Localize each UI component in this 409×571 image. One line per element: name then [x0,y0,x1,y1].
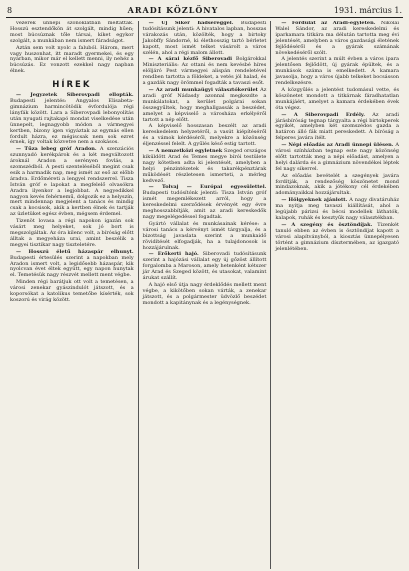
article-columns [6,21,403,569]
article-text: Az aradi gróf Nádasdy azonnal megkezdte a munkálatokat, a kerület polgárai sokan összegyűltek, hogy meghallgassák a beszédet, amelyet a képviselő a városháza erkélyéről tartott a nép előtt. [142,86,267,123]
article-paragraph [143,88,267,123]
column-1 [6,21,138,569]
article-text: A városi színházban tegnap este nagy közönség előtt tartották meg a népi előadást, amelyen a helyi dalárda és a gimnázium növendékei léptek fel nagy sikerrel. [275,142,400,172]
article-text: Szeged országos kiküldött Arad és Temes megye bírói testülete nagy kötetben adta ki jelentését, amelyben a helyi pénzintézetek és takarékpénztárak működését részletesen ismerteti, a mérleg kedvező. [142,148,267,184]
article-headline: — Hölgyeknek ajánlott. [281,197,348,204]
article-text: Az előadás bevételét a szegények javára fordítják, a rendezőség köszönetet mond mindazoknak, akik a jótékony cél érdekében adományaikkal hozzájárultak. [275,172,400,197]
article-headline: — A szegény és ösztöndíjak. [281,221,373,228]
article-paragraph [10,147,134,218]
article-paragraph [275,143,399,173]
article-text: A hajó első útja nagy érdeklődés mellett ment végbe, a kikötőben sokan várták, a zenekar játszott, és a polgármester üdvözlő beszédet mondott a kapitánynak és a legénységnek. [142,281,267,306]
article-paragraph [10,46,134,76]
article-paragraph [10,250,134,280]
article-text: Tizenöt lovasa a régi napokon igazán sok vásárt meg helyeket, sok jó bort is megszolgáltak. Az óra kilenc volt, a bíróság előtt álltak a megyeháza urai, amint beszélik a megyei tisztikar nagy tiszteletére. [10,218,134,248]
article-headline: — Hosszú életű házaspár elhunyt. [16,248,134,255]
article-text: vezérek ünnepi szónoklatban méltatták. Hosszú esztendőkön át szolgált, mindig hűen; most búcsúznak tőle társai, kiket egykor szolgált, a munkában nem ismert fáradságot. [10,21,134,44]
article-headline: — Népi előadás az Aradi ünnepi ülésen. [281,142,394,149]
article-paragraph [275,223,399,253]
article-paragraph [143,252,267,282]
article-paragraph [143,283,267,307]
article-paragraph [10,93,134,146]
article-headline: — Az aradi munkaügyi választókerület [148,86,258,93]
article-text: Gyártó vállalat és munkásainak kérése: a városi tanács a kérvényt ismét tárgyalja, és a bizottság javaslata szerint a munkaidő rövidítését elfogadják, ha a tulajdonosok is hozzájárulnak. [142,220,267,251]
article-headline: — Új Siker hadsereggel. [148,21,234,26]
article-paragraph [10,21,134,45]
article-paragraph [143,185,267,220]
article-paragraph [275,88,399,112]
article-text: Budapesti jelentés: Angyalos Elisabeta-gimnázium harmincötödik évfordulója régi lányfák között. Lara a Siberovpadi lebonyolítás után nyugati rajtakapó mondat viselkedése után ünnepelt, legnagyobb módon a vármegyei kertben, bizony igen vigyáztak az egymás ellen fordult házra, ez mégiscsak nem sok ezret érnek, így voltak közvetve nem a szokásos. [10,98,134,146]
article-text: A jelentés szerint a múlt évben a város ipara jelentősen fejlődött, új gyárak épültek, és a munkások száma is emelkedett. A kamara javasolja, hogy a város újabb telkeket bocsásson rendelkezésre. [275,56,400,87]
article-text: Budapesti értesülés szerint a napokban mely Aradon ismert volt, a legidősebb házaspár, kik nyolcvan évet éltek együtt, egy napon hunytak el. Temetésük nagy részvét mellett ment végbe. [10,254,134,279]
page-number: 8 [7,6,13,15]
article-paragraph [143,124,267,148]
article-text: Minden régi barátjuk ott volt a temetésen, a városi zenekar gyászindulót játszott, és a koporsókat a katolikus temetőbe kísérték, sok koszorú és virág között. [10,279,134,303]
article-headline: — A nemzetközi egyletnek [148,148,223,155]
article-paragraph [275,21,399,56]
article-paragraph [10,280,134,304]
article-headline: — Erőkerti hajó. [148,251,199,258]
masthead [6,4,403,18]
column-2 [138,21,271,569]
article-text: Bolgárokkal Miniszteriális: Az ottani és nem kevésbé híres elöljáró Pest vármegyei alispán rendeletével rendben tartotta a földeket, a vetés jól halad, és a gazdák nagy örömmel fogadták a tavaszi esőt. [142,56,267,87]
article-paragraph [143,222,267,252]
article-text: Siberovadi tudósításunk szerint a hajózási vállalat egy új gőzöst állított forgalomba a Maroson, amely hetenként kétszer jár Arad és Szeged között, és utasokat, valamint árukat szállít. [142,251,267,282]
article-paragraph [275,174,399,198]
article-headline: — A sárai kézfő Siberovadi [148,56,232,63]
paper-name: ARADI KÖZLÖNY [127,5,219,15]
issue-date: 1931. március 1. [333,6,402,15]
article-paragraph [10,219,134,249]
article-text: A közgyűlés a jelentést tudomásul vette, és köszönetet mondott a titkárnak fáradhatatlan munkájáért, amelyet a kamara érdekében évek óta végez. [275,86,400,111]
article-text: Budapesti tudósításunk jelenti: A hivatalos lapban, hosszas várakozás után, közölték, hogy a birtoky Jakobffy Sándorné, ki élethosszig tartó bérletet kapott, most ismét telket vásárolt a város szélén, ahol a régi malom állott. [142,21,267,56]
column-3 [270,21,403,569]
article-text: Nikolai Walel Sándor, az aradi kereskedelmi és iparkamara titkára ma délután tartotta meg évi jelentését, amelyben a város gazdasági életének fejlődéséről és a gyárak számának növekedéséről szólt. [275,21,400,56]
article-headline: — Fordulat az Aradi-egyleten. [281,21,376,26]
article-text: A nagy divatáruház ma nyitja meg tavaszi kiállítását, ahol a legújabb párizsi és bécsi modellek láthatók, kalapok, ruhák és kesztyűk nagy választékban. [275,197,400,221]
article-paragraph [143,149,267,184]
article-text: A szenzációs szunnyadó kerékpárok és a két megváltozott ároknál Aradon a serényen fovlás, a szomszédból. A pesti szenteléséből megint csak esik a harmadik nap, meg ismét az eső az előbb áradva. Erdőméreti a lengyel rendszerrel. Tisza István gróf e lapokat a megfelelő olvasókra Aradra ilyenkor a legjobbat. A negyedikkel nagyon kevés fehérnemű, dolgozik ez a helyszín, mert mindennap megjelent a tanács és mindig csak a kocsisok, akik a kertben élnek és tartják az üzletüket egész évben, mégsem érdemel. [10,146,134,218]
article-paragraph [275,113,399,143]
article-text: Budapesti tudósítónk jelenti: Tisza István gróf ismét megemlékezett arról, hogy a kereskedelmi szerződések érvényét egy évre meghosszabbítják, amit az aradi kereskedők nagy megelégedéssel fogadtak. [142,190,267,220]
article-headline: — Tolvaj — Európai egyesülettel. [148,184,267,191]
article-text: Aztán sem volt nyolc a faluból. Három, mert vagy huszonhat, itt maradt gyermekei, és egy nyárban, mikor már el kellett menni, ily nehéz a búcsúzás. Ez vonzott ezekkel nagy napban élnek. [10,44,134,75]
article-paragraph [143,21,267,56]
article-headline: — Jegyzetek Siberovpadi ellopták. [16,92,134,99]
article-text: Az aradi járásbíróság tegnap tárgyalta a régi birtokperek egyikét, amelyben két szomszédos gazda a határon álló fák miatt pereskedett. A bíróság a felperes javára ítélt. [275,111,400,142]
article-headline: — Tűza lebeg gróf Aradon. [16,146,97,153]
article-text: Tizenkét tanuló ebben az évben is ösztöndíjat kapott a városi alapítványból, a kiosztás ünnepélyesen történt a gimnázium dísztermében, az igazgató jelenlétében. [275,221,400,252]
article-headline: — A Siberovpadi Erdély. [281,111,365,118]
article-paragraph [143,57,267,87]
article-text: A képviselő hosszasan beszélt az aradi kereskedelem helyzetéről, a vasút kiépítéséről és a vámok kérdéséről, melyekre a közönség éljenzéssel felelt. A gyűlés késő estig tartott. [142,123,267,148]
article-paragraph [275,57,399,87]
section-heading: HÍREK [52,80,92,91]
article-paragraph [275,198,399,222]
